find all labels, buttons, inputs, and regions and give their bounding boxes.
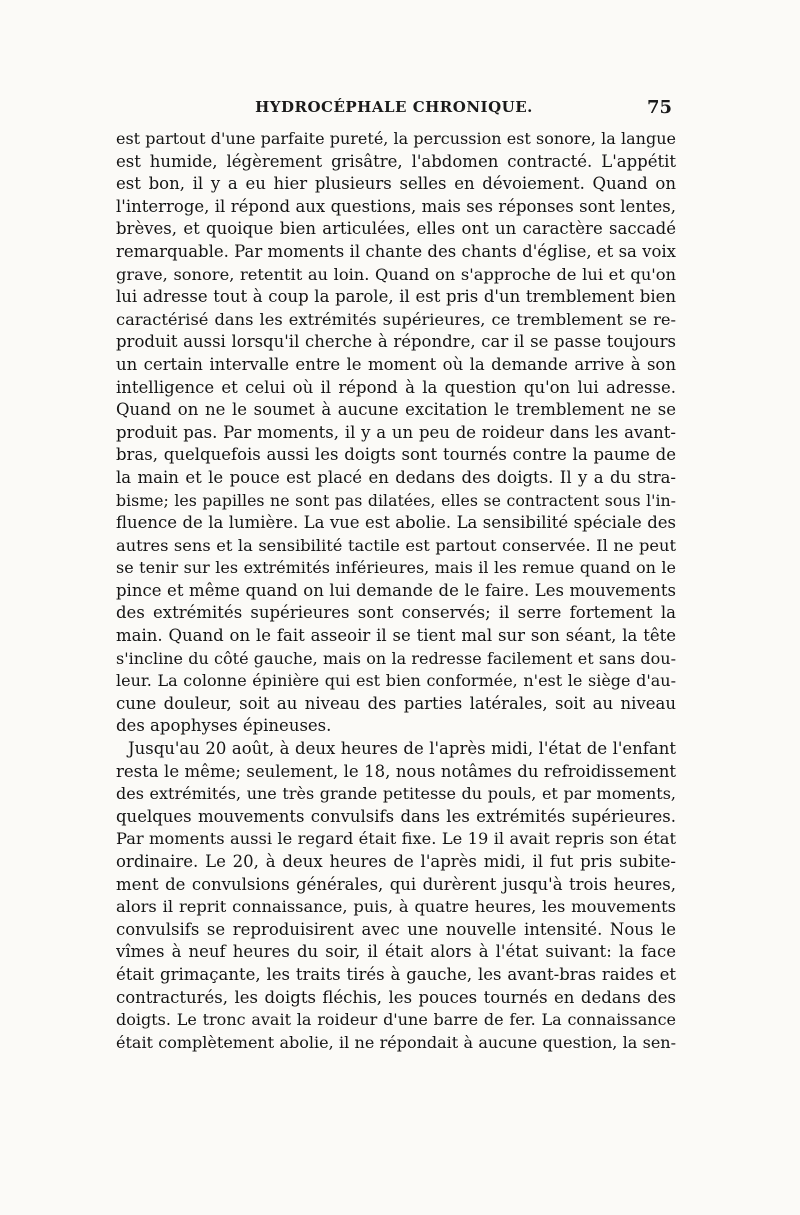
text-line: remarquable. Par moments il chante des chants d'église, et sa voix <box>116 241 676 261</box>
text-line: pince et même quand on lui demande de le faire. Les mouvements <box>116 580 676 600</box>
text-line: resta le même; seulement, le 18, nous notâmes du refroidissement <box>116 761 676 781</box>
text-line: convulsifs se reproduisirent avec une nouvelle intensité. Nous le <box>116 919 676 939</box>
text-line: des extrémités, une très grande petitesse du pouls, et par moments, <box>116 784 676 804</box>
text-line: est partout d'une parfaite pureté, la percussion est sonore, la langue <box>116 129 676 148</box>
text-line: main. Quand on le fait asseoir il se tient mal sur son séant, la tête <box>116 626 676 646</box>
page-number: 75 <box>646 97 672 118</box>
text-line: Par moments aussi le regard était fixe. Le 19 il avait repris son état <box>116 829 676 849</box>
text-line: Jusqu'au 20 août, à deux heures de l'après midi, l'état de l'enfant <box>128 739 676 759</box>
text-line: produit aussi lorsqu'il cherche à répondre, car il se passe toujours <box>116 332 676 352</box>
text-line: fluence de la lumière. La vue est abolie. La sensibilité spéciale des <box>116 513 676 533</box>
paragraph-2 <box>116 738 676 1054</box>
text-line: autres sens et la sensibilité tactile est partout conservée. Il ne peut <box>116 535 676 555</box>
text-line: contracturés, les doigts fléchis, les pouces tournés en dedans des <box>116 987 676 1007</box>
text-line: quelques mouvements convulsifs dans les extrémités supérieures. <box>116 806 676 826</box>
text-line: se tenir sur les extrémités inférieures, mais il les remue quand on le <box>116 558 676 578</box>
text-line: lui adresse tout à coup la parole, il est pris d'un tremblement bien <box>116 287 676 307</box>
text-line: vîmes à neuf heures du soir, il était alors à l'état suivant: la face <box>116 942 676 962</box>
text-line: ordinaire. Le 20, à deux heures de l'après midi, il fut pris subite- <box>116 852 676 871</box>
text-line: des apophyses épineuses. <box>116 716 332 736</box>
text-line: bisme; les papilles ne sont pas dilatées, elles se contractent sous l'in- <box>116 490 676 510</box>
text-line: était complètement abolie, il ne répondait à aucune question, la sen- <box>116 1032 676 1052</box>
text-line: un certain intervalle entre le moment où la demande arrive à son <box>116 354 676 374</box>
text-line: alors il reprit connaissance, puis, à quatre heures, les mouvements <box>116 897 676 917</box>
text-line: grave, sonore, retentit au loin. Quand on s'approche de lui et qu'on <box>116 264 676 284</box>
text-line: brèves, et quoique bien articulées, elles ont un caractère saccadé <box>116 219 676 239</box>
text-line: leur. La colonne épinière qui est bien conformée, n'est le siège d'au- <box>116 671 676 691</box>
text-line: était grimaçante, les traits tirés à gauche, les avant-bras raides et <box>116 964 676 984</box>
text-line: l'interroge, il répond aux questions, mais ses réponses sont lentes, <box>116 196 676 216</box>
text-line: est bon, il y a eu hier plusieurs selles en dévoiement. Quand on <box>116 174 676 194</box>
text-line: produit pas. Par moments, il y a un peu de roideur dans les avant- <box>116 422 676 442</box>
body-text <box>116 128 676 1054</box>
text-line: Quand on ne le soumet à aucune excitation le tremblement ne se <box>116 400 676 420</box>
text-line: bras, quelquefois aussi les doigts sont tournés contre la paume de <box>116 445 676 465</box>
text-line: est humide, légèrement grisâtre, l'abdomen contracté. L'appétit <box>116 151 676 171</box>
text-line: cune douleur, soit au niveau des parties latérales, soit au niveau <box>116 693 676 713</box>
paragraph-1 <box>116 128 676 738</box>
text-line: des extrémités supérieures sont conservés; il serre fortement la <box>116 603 676 623</box>
text-line: ment de convulsions générales, qui durèrent jusqu'à trois heures, <box>116 874 676 894</box>
text-line: intelligence et celui où il répond à la question qu'on lui adresse. <box>116 377 676 397</box>
text-line: caractérisé dans les extrémités supérieures, ce tremblement se re- <box>116 309 676 329</box>
text-line: la main et le pouce est placé en dedans des doigts. Il y a du stra- <box>116 467 676 487</box>
running-title: HYDROCÉPHALE CHRONIQUE. <box>255 98 533 116</box>
text-line: doigts. Le tronc avait la roideur d'une barre de fer. La connaissance <box>116 1010 676 1030</box>
text-line: s'incline du côté gauche, mais on la redresse facilement et sans dou- <box>116 648 676 668</box>
running-head <box>116 98 672 122</box>
